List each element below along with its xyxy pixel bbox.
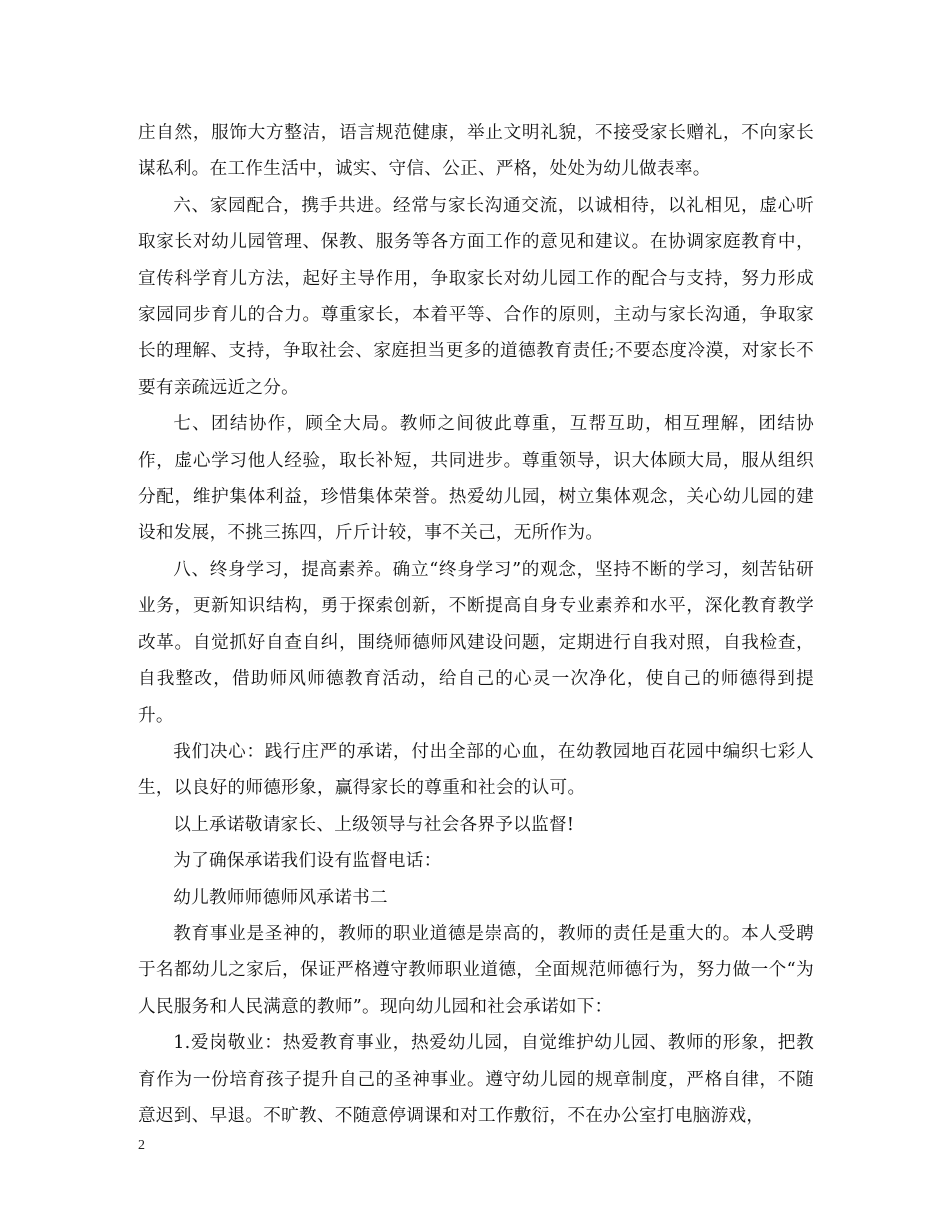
paragraph-item-one: 1.爱岗敬业：热爱教育事业，热爱幼儿园，自觉维护幼儿园、教师的形象，把教育作为一份培育孩子提升自己的圣神事业。遵守幼儿园的规章制度，严格自律，不随意迟到、早退。不旷教、不随意停调课和对工作敷衍，不在办公室打电脑游戏， bbox=[138, 1033, 814, 1126]
paragraph-supervision: 以上承诺敬请家长、上级领导与社会各界予以监督! bbox=[173, 814, 575, 835]
document-body bbox=[138, 115, 814, 1134]
page-number: 2 bbox=[138, 1138, 145, 1153]
paragraph-continued: 庄自然，服饰大方整洁，语言规范健康，举止文明礼貌，不接受家长赠礼，不向家长谋私利。在工作生活中，诚实、守信、公正、严格，处处为幼儿做表率。 bbox=[138, 123, 814, 180]
paragraph-hotline: 为了确保承诺我们设有监督电话： bbox=[173, 851, 442, 872]
section-heading: 幼儿教师师德师风承诺书二 bbox=[173, 887, 388, 908]
paragraph-section-six: 六、家园配合，携手共进。经常与家长沟通交流，以诚相待，以礼相见，虚心听取家长对幼儿园管理、保教、服务等各方面工作的意见和建议。在协调家庭教育中，宣传科学育儿方法，起好主导作用，争取家长对幼儿园工作的配合与支持，努力形成家园同步育儿的合力。尊重家长，本着平等、合作的原则，主动与家长沟通，争取家长的理解、支持，争取社会、家庭担当更多的道德教育责任;不要态度冷漠，对家长不要有亲疏远近之分。 bbox=[138, 195, 814, 398]
paragraph-section-seven: 七、团结协作，顾全大局。教师之间彼此尊重，互帮互助，相互理解，团结协作，虚心学习他人经验，取长补短，共同进步。尊重领导，识大体顾大局，服从组织分配，维护集体利益，珍惜集体荣誉。热爱幼儿园，树立集体观念，关心幼儿园的建设和发展，不挑三拣四，斤斤计较，事不关己，无所作为。 bbox=[138, 414, 814, 544]
paragraph-section-eight: 八、终身学习，提高素养。确立“终身学习”的观念，坚持不断的学习，刻苦钻研业务，更新知识结构，勇于探索创新，不断提高自身专业素养和水平，深化教育教学改革。自觉抓好自查自纠，围绕师德师风建设问题，定期进行自我对照，自我检查，自我整改，借助师风师德教育活动，给自己的心灵一次净化，使自己的师德得到提升。 bbox=[138, 559, 814, 726]
paragraph-intro: 教育事业是圣神的，教师的职业道德是崇高的，教师的责任是重大的。本人受聘于名都幼儿之家后，保证严格遵守教师职业道德，全面规范师德行为，努力做一个“为人民服务和人民满意的教师”。现向幼儿园和社会承诺如下： bbox=[138, 923, 814, 1017]
paragraph-resolution: 我们决心：践行庄严的承诺，付出全部的心血，在幼教园地百花园中编织七彩人生，以良好的师德形象，赢得家长的尊重和社会的认可。 bbox=[138, 741, 814, 799]
